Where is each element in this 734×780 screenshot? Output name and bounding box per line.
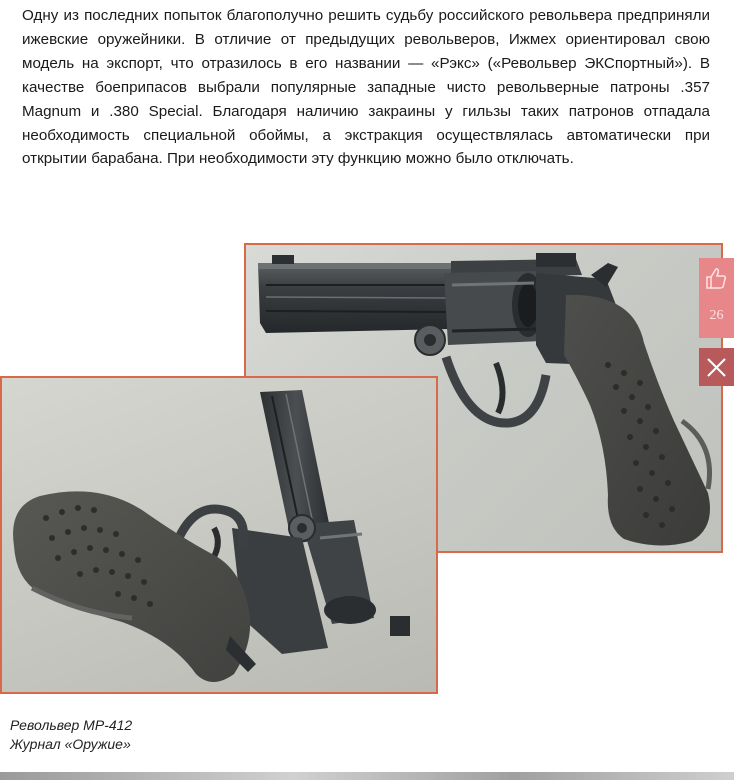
page-bottom-edge bbox=[0, 772, 734, 780]
caption-source: Журнал «Оружие» bbox=[10, 736, 131, 752]
photo-caption bbox=[10, 716, 132, 754]
close-icon bbox=[707, 358, 726, 382]
like-count: 26 bbox=[709, 308, 724, 323]
caption-title: Револьвер МР-412 bbox=[10, 717, 133, 733]
like-share-button[interactable] bbox=[699, 258, 734, 338]
revolver-photo-open bbox=[0, 376, 438, 694]
thumbs-up-icon bbox=[705, 266, 728, 295]
close-button[interactable] bbox=[699, 348, 734, 386]
article-paragraph: Одну из последних попыток благополучно решить судьбу российского револьвера предприняли ижевские оружейники. В отличие от предыдущих револьверов, Ижмех ориентировал свою модель на экспорт, что отразилось в его названии — «Рэкс» («Револьвер ЭКСпортный»). В качестве боеприпасов выбрали популярные западные чисто револьверные патроны .357 Magnum и .380 Special. Благодаря наличию закраины у гильзы таких патронов отпадала необходимость специальной обоймы, а экстракция осуществлялась автоматически при открытии барабана. При необходимости эту функцию можно было отключать. bbox=[22, 7, 710, 168]
